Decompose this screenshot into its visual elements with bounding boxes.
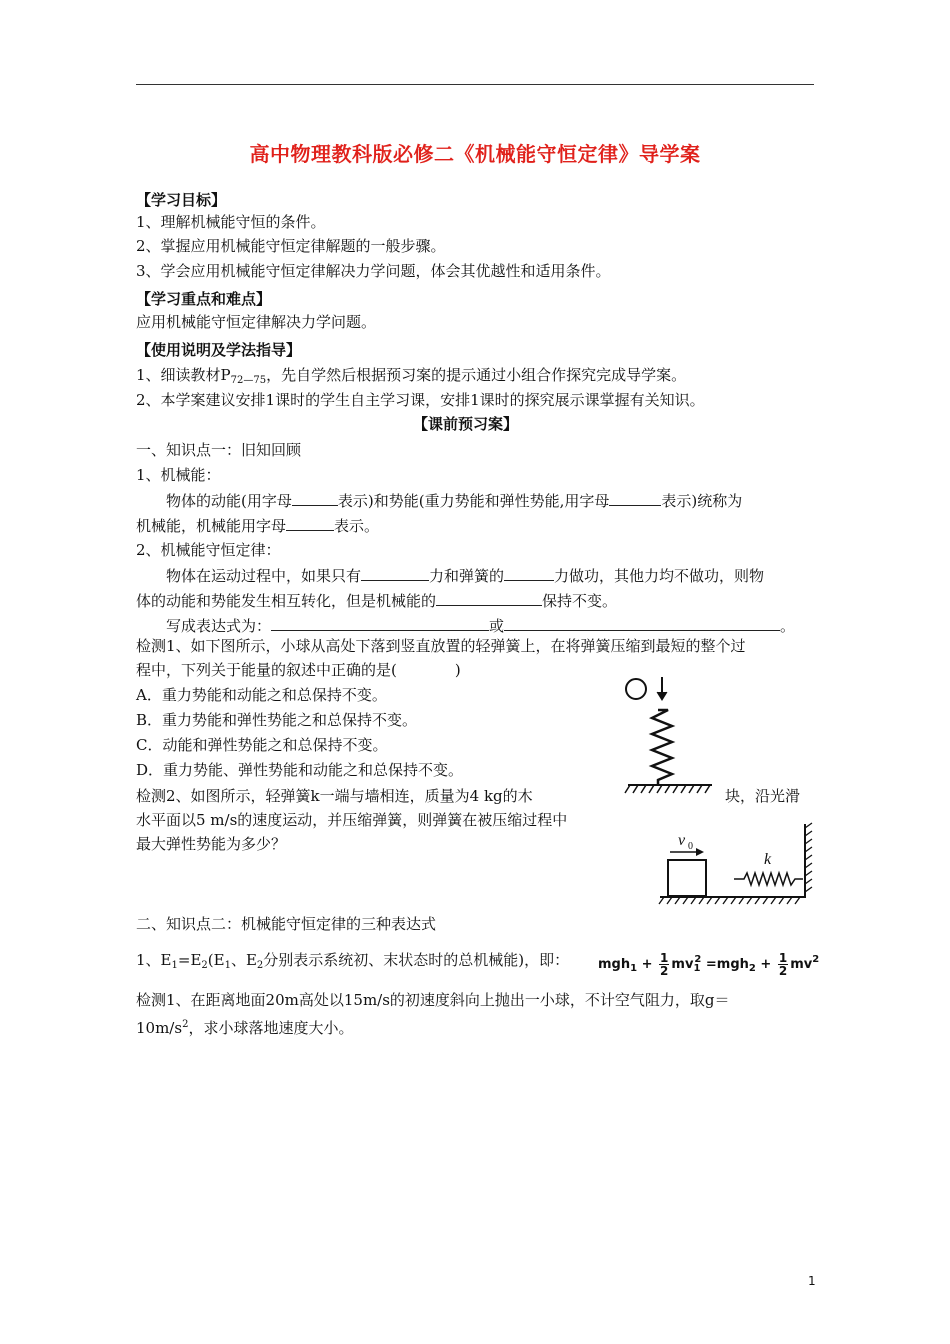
key-points-text: 应用机械能守恒定律解决力学问题。 xyxy=(136,313,377,331)
test1-option-c: C．动能和弹性势能之和总保持不变。 xyxy=(136,736,388,754)
test3-line2: $10m/s^2$，求小球落地速度大小。 xyxy=(136,1019,354,1037)
test1-option-b: B．重力势能和弹性势能之和总保持不变。 xyxy=(136,711,418,729)
instruction-item-2: 2、本学案建议安排1课时的学生自主学习课，安排1课时的探究展示课掌握有关知识。 xyxy=(136,391,705,409)
velocity-subscript: 0 xyxy=(688,841,693,852)
kp2-item1: 1、$E_1=E_2(E_1$、$E_2$分别表示系统初、末状态时的总机械能)，即： xyxy=(136,951,570,971)
fill-blank[interactable] xyxy=(271,615,489,631)
fill-blank[interactable] xyxy=(504,565,554,581)
ball-icon xyxy=(626,679,646,699)
fill-blank[interactable] xyxy=(361,565,429,581)
kp1-sub1: 1、机械能： xyxy=(136,466,221,484)
fill-blank[interactable] xyxy=(609,490,661,506)
test2-line3: 最大弹性势能为多少？ xyxy=(136,835,287,853)
page-number: 1 xyxy=(808,1274,816,1288)
preview-heading: 【课前预习案】 xyxy=(413,415,519,433)
objectives-heading: 【学习目标】 xyxy=(136,191,227,209)
kp1-heading: 一、知识点一：旧知回顾 xyxy=(136,441,302,459)
velocity-label: v xyxy=(678,832,686,849)
ball-spring-figure xyxy=(620,672,720,802)
kp1-paragraph2-line1: 物体在运动过程中，如果只有 力和弹簧的 力做功，其他力均不做功，则物 xyxy=(166,567,765,585)
objective-item: 3、学会应用机械能守恒定律解决力学问题，体会其优越性和适用条件。 xyxy=(136,262,611,280)
test2-line2: 水平面以5 m/s的速度运动，并压缩弹簧，则弹簧在被压缩过程中 xyxy=(136,811,568,829)
test2-line1b: 块，沿光滑 xyxy=(725,787,801,805)
fill-blank[interactable] xyxy=(292,490,338,506)
fill-blank[interactable] xyxy=(504,615,780,631)
test1-line1: 检测1、如下图所示，小球从高处下落到竖直放置的轻弹簧上，在将弹簧压缩到最短的整个过 xyxy=(136,637,746,655)
block-icon xyxy=(668,860,706,896)
spring-constant-label: k xyxy=(764,851,772,868)
kp1-paragraph1-line2: 机械能，机械能用字母 表示。 xyxy=(136,517,380,535)
objective-item: 1、理解机械能守恒的条件。 xyxy=(136,213,326,231)
fill-blank[interactable] xyxy=(286,515,334,531)
header-rule xyxy=(136,84,814,85)
block-spring-figure xyxy=(658,822,816,906)
test1-option-a: A．重力势能和动能之和总保持不变。 xyxy=(136,686,387,704)
key-points-heading: 【学习重点和难点】 xyxy=(136,290,272,308)
document-title: 高中物理教科版必修二《机械能守恒定律》导学案 xyxy=(249,142,701,166)
spring-icon xyxy=(652,710,672,784)
instructions-heading: 【使用说明及学法指导】 xyxy=(136,341,302,359)
fill-blank[interactable] xyxy=(436,590,542,606)
instruction-item-1: 1、细读教材$P_{72—75}$，先自学然后根据预习案的提示通过小组合作探究完成导学案。 xyxy=(136,366,687,386)
kp1-expression-line: 写成表达式为： 或 。 xyxy=(166,617,796,635)
objective-item: 2、掌握应用机械能守恒定律解题的一般步骤。 xyxy=(136,237,446,255)
kp2-heading: 二、知识点二：机械能守恒定律的三种表达式 xyxy=(136,915,437,933)
kp1-paragraph2-line2: 体的动能和势能发生相互转化，但是机械能的 保持不变。 xyxy=(136,592,618,610)
energy-conservation-formula: mgh$_1$ + $\frac{1}{2}$ $mv_1^2 =mgh_2$ + $\frac{1}{2}$ $mv^2$ xyxy=(598,951,820,978)
test2-line1a: 检测2、如图所示，轻弹簧k一端与墙相连，质量为4 kg的木 xyxy=(136,787,533,805)
test3-line1: 检测1、在距离地面20m高处以15m/s的初速度斜向上抛出一小球，不计空气阻力，取g＝ xyxy=(136,991,730,1009)
kp1-sub2: 2、机械能守恒定律： xyxy=(136,541,281,559)
test1-line2: 程中，下列关于能量的叙述中正确的是( ) xyxy=(136,661,461,679)
spring-icon xyxy=(734,873,803,885)
kp1-paragraph1-line1: 物体的动能(用字母 表示)和势能(重力势能和弹性势能,用字母 表示)统称为 xyxy=(166,492,743,510)
test1-option-d: D．重力势能、弹性势能和动能之和总保持不变。 xyxy=(136,761,464,779)
